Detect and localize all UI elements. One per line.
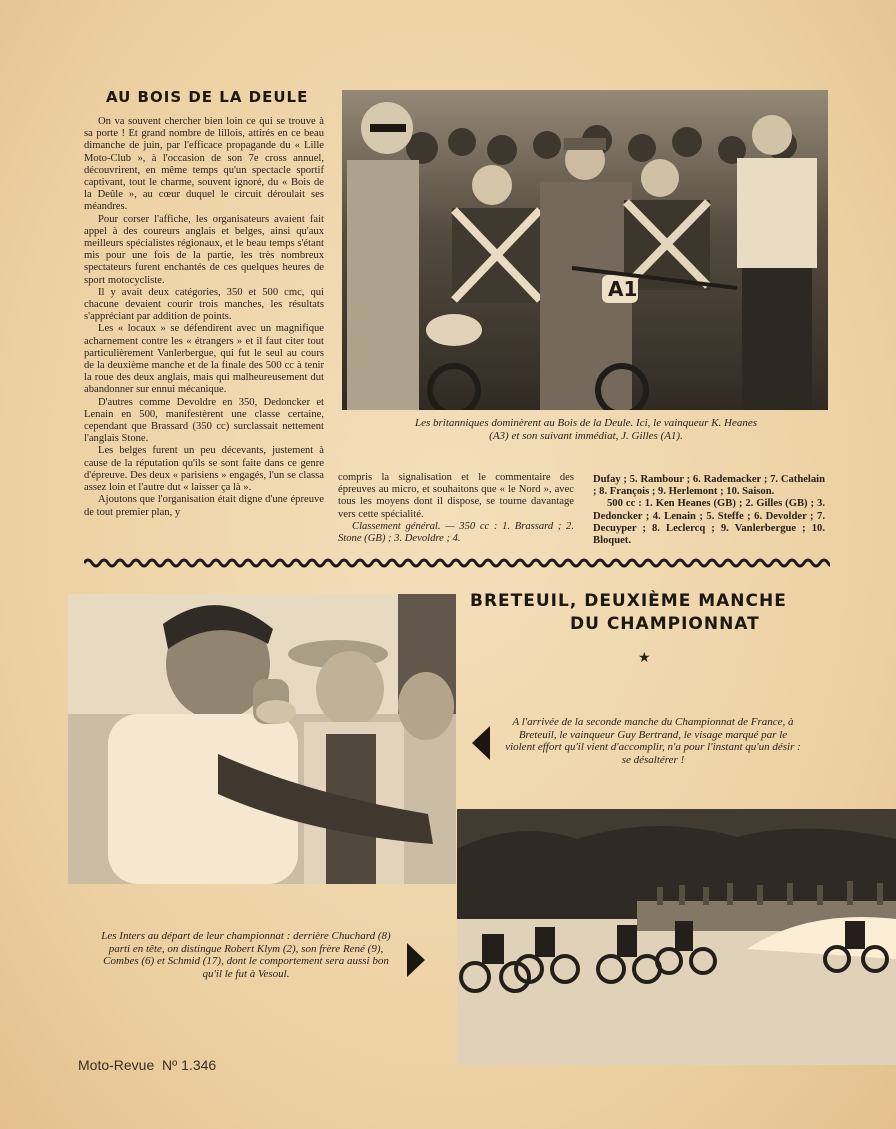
paragraph: compris la signalisation et le commentaire des épreuves au micro, et souhaitons que « le Nord », avec tous les moyens dont il dispose, se tourne davantage vers cette spécialité. xyxy=(338,472,574,520)
photo-caption-start: Les Inters au départ de leur championnat : derrière Chuchard (8) parti en tête, on distingue Robert Klym (2), son frère René (9), Combes (6) et Schmid (17), dont le comportement sera aussi bon qu'il le fut à Vesoul. xyxy=(101,930,391,980)
race-plate-number: A1 xyxy=(608,277,638,301)
paragraph: D'autres comme Devoldre en 350, Dedoncker et Lenain en 500, manifestèrent une classe certaine, cependant que Brassard (350 cc) surclassait nettement l'anglais Stone. xyxy=(84,396,324,445)
section-headline-breteuil-line2: DU CHAMPIONNAT xyxy=(570,614,760,634)
pointer-arrow-left xyxy=(472,726,490,760)
results-350-continued: Dufay ; 5. Rambour ; 6. Rademacker ; 7. Cathelain ; 8. François ; 9. Herlemont ; 10. Saison. xyxy=(593,474,825,498)
photo-riders-crowd xyxy=(342,90,828,410)
paragraph: Ajoutons que l'organisation était digne d'une épreuve de tout premier plan, y xyxy=(84,494,324,518)
section-headline-breteuil: BRETEUIL, DEUXIÈME MANCHE xyxy=(470,591,787,611)
photo-start-race-image xyxy=(457,809,896,1065)
article-column-middle xyxy=(338,472,574,545)
photo-winner-drinking xyxy=(68,594,456,884)
article-column-left xyxy=(84,116,324,542)
paragraph: Pour corser l'affiche, les organisateurs avaient fait appel à des coureurs anglais et belges, ainsi qu'aux meilleurs spécialistes régionaux, et le beau temps s'étant mis pour une fois de la partie, les très nombreux spectateurs furent enchantés de ces quelques heures de sport motocycliste. xyxy=(84,213,324,286)
issue-footer: Moto-Revue Nº 1.346 xyxy=(78,1057,217,1073)
results-350: Classement général. — 350 cc : 1. Brassard ; 2. Stone (GB) ; 3. Devoldre ; 4. xyxy=(338,520,574,545)
paragraph: On va souvent chercher bien loin ce qui se trouve à sa porte ! Et grand nombre de lillois, attirés en ce beau dimanche de juin, par l'efficace propagande du « Lille Moto-Club », à l'occasion de son 7e cross annuel, découvrirent, en même temps qu'un spectacle sportif captivant, tout le charme, souvent ignoré, du « Bois de la Deûle », au cœur duquel le circuit déroulait ses méandres. xyxy=(84,116,324,213)
photo-winner-drinking-image xyxy=(68,594,456,884)
article-column-right xyxy=(593,474,825,547)
paragraph: Les « locaux » se défendirent avec un magnifique acharnement contre les « étrangers » et il faut citer tout particulièrement Vanlerbergue, qui fut le seul au cours de la deuxième manche et de la finale des 500 cc à tenir la roue des deux anglais, mais qui malheureusement dut abandonner sur ennui mécanique. xyxy=(84,323,324,396)
photo-start-race xyxy=(457,809,896,1065)
results-500: 500 cc : 1. Ken Heanes (GB) ; 2. Gilles (GB) ; 3. Dedoncker ; 4. Lenain ; 5. Steffe ; 6. Devolder ; 7. Decuyper ; 8. Leclercq ; 9. Vanlerbergue ; 10. Bloquet. xyxy=(593,498,825,547)
pointer-arrow-right xyxy=(407,943,425,977)
paragraph: Il y avait deux catégories, 350 et 500 cmc, qui chacune devaient courir trois manches, les résultats s'appréciant par addition de points. xyxy=(84,286,324,323)
star-ornament: ★ xyxy=(638,650,651,666)
section-headline: AU BOIS DE LA DEULE xyxy=(106,88,309,106)
photo-caption-top: Les britanniques dominèrent au Bois de la Deule. Ici, le vainqueur K. Heanes (A3) et son suivant immédiat, J. Gilles (A1). xyxy=(414,417,758,442)
photo-caption-winner: A l'arrivée de la seconde manche du Championnat de France, à Breteuil, le vainqueur Guy Bertrand, le visage marqué par le violent effort qu'il vient d'accomplir, n'a pour l'instant qu'un désir : se désaltérer ! xyxy=(505,716,801,766)
paragraph: Les belges furent un peu décevants, justement à cause de la réputation qu'ils se sont faite dans ce genre d'épreuve. Des deux « parisiens » engagés, l'un se classa assez loin et l'autre dut « laisser ça là ». xyxy=(84,445,324,494)
photo-riders-crowd-image xyxy=(342,90,828,410)
wavy-divider xyxy=(84,556,830,570)
